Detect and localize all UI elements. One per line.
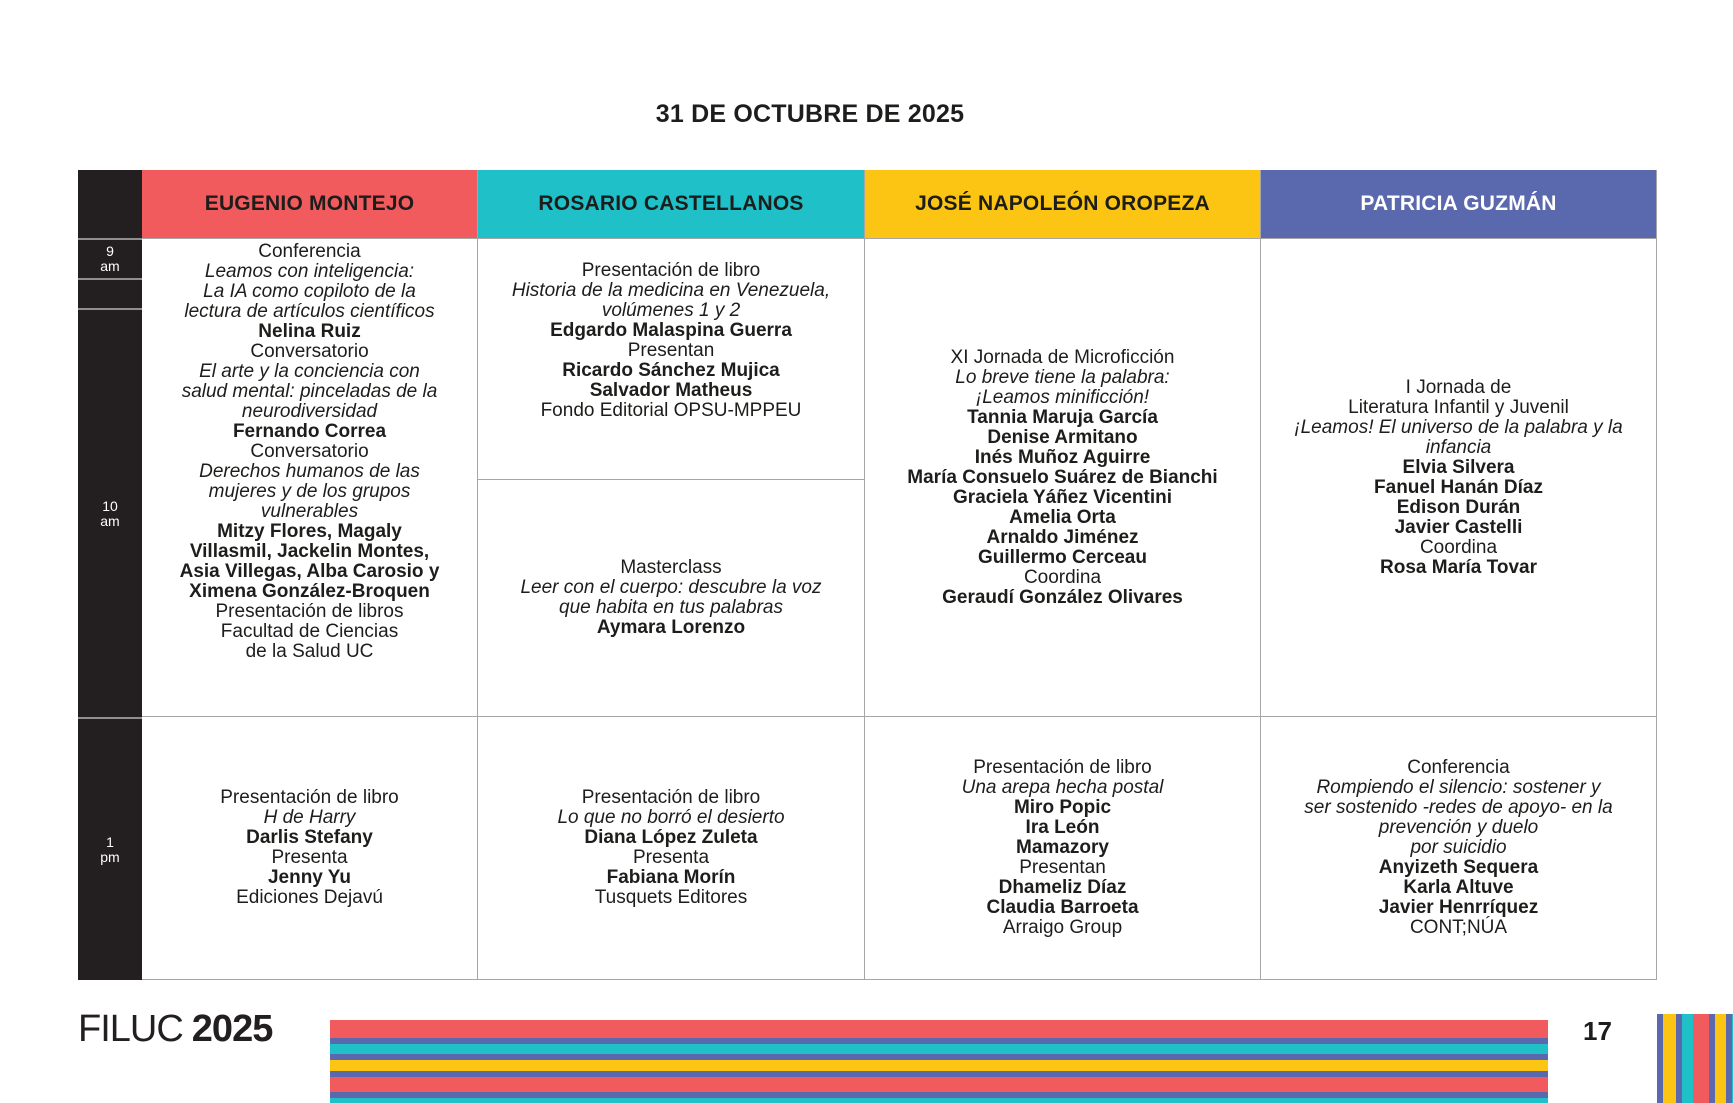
time-hour: 1 xyxy=(106,833,114,850)
event-text-line: Karla Altuve xyxy=(1403,877,1514,898)
brand-year: 2025 xyxy=(191,1008,273,1050)
event-text-line: Edgardo Malaspina Guerra xyxy=(550,320,792,341)
event-text-line: Nelina Ruiz xyxy=(258,321,361,342)
event-text-line: Presentan xyxy=(627,340,715,361)
teal-stripe xyxy=(1682,1014,1693,1103)
event-text-line: Presentación de libro xyxy=(973,757,1152,778)
event-text-line: Arraigo Group xyxy=(1002,917,1123,938)
red-stripe xyxy=(330,1020,1548,1038)
event-text-line: ser sostenido -redes de apoyo- en la xyxy=(1304,797,1613,818)
event-text-line: Fondo Editorial OPSU-MPPEU xyxy=(540,400,802,421)
event-text-line: Jenny Yu xyxy=(267,867,352,888)
event-text-line: Diana López Zuleta xyxy=(584,827,758,848)
event-text-line: Dhameliz Díaz xyxy=(998,877,1127,898)
column-header-jose-napoleon-oropeza: JOSÉ NAPOLEÓN OROPEZA xyxy=(865,170,1260,238)
time-column-spacer xyxy=(78,278,142,308)
event-text-line: Lo que no borró el desierto xyxy=(557,807,785,828)
event-text-line: prevención y duelo xyxy=(1378,817,1539,838)
event-text-line: Rosa María Tovar xyxy=(1380,556,1537,578)
event-text-line: Conversatorio xyxy=(250,441,369,462)
time-slot-9am xyxy=(78,238,142,278)
event-text-line: Leamos con inteligencia: xyxy=(204,261,415,282)
event-text-line: ¡Leamos minificción! xyxy=(975,386,1150,408)
red-stripe xyxy=(1693,1014,1709,1103)
red-stripe xyxy=(330,1077,1548,1092)
event-text-line: que habita en tus palabras xyxy=(559,597,783,618)
event-text-line: Arnaldo Jiménez xyxy=(986,526,1139,548)
event-text-line: Conferencia xyxy=(1407,757,1510,778)
event-text-line: Miro Popic xyxy=(1013,797,1112,818)
event-text-line: XI Jornada de Microficción xyxy=(950,346,1175,368)
event-text-line: Presenta xyxy=(271,847,348,868)
event-text-line: Presentación de libro xyxy=(581,787,761,808)
event-text-line: Historia de la medicina en Venezuela, xyxy=(511,280,831,301)
event-text-line: Denise Armitano xyxy=(987,426,1138,448)
event-text-line: Anyizeth Sequera xyxy=(1378,857,1539,878)
event-text-line: mujeres y de los grupos xyxy=(208,481,411,502)
event-text-line: infancia xyxy=(1425,436,1492,458)
event-text-line: Presentación de libro xyxy=(581,260,761,281)
event-text-line: Leer con el cuerpo: descubre la voz xyxy=(520,577,822,598)
time-hour: 9 xyxy=(106,243,114,259)
event-text-line: Conversatorio xyxy=(250,341,369,362)
event-text-line: Presentación de libros xyxy=(215,601,404,622)
event-text-line: Aymara Lorenzo xyxy=(596,617,746,638)
event-text-line: H de Harry xyxy=(263,807,356,828)
event-text-line: Fernando Correa xyxy=(232,421,387,442)
event-cell-castellanos-masterclass xyxy=(478,480,864,716)
event-text-line: volúmenes 1 y 2 xyxy=(601,300,741,321)
event-cell-guzman-1pm xyxy=(1261,717,1656,979)
event-text-line: Coordina xyxy=(1419,536,1498,558)
event-text-line: vulnerables xyxy=(260,501,359,522)
time-period: am xyxy=(100,512,120,529)
event-text-line: María Consuelo Suárez de Bianchi xyxy=(907,466,1218,488)
event-text-line: Fanuel Hanán Díaz xyxy=(1374,476,1543,498)
event-text-line: Mitzy Flores, Magaly xyxy=(217,521,402,542)
page-title: 31 DE OCTUBRE DE 2025 xyxy=(655,100,965,128)
event-text-line: Rompiendo el silencio: sostener y xyxy=(1316,777,1601,798)
event-text-line: Ximena González-Broquen xyxy=(189,581,430,602)
event-text-line: Ricardo Sánchez Mujica xyxy=(562,360,780,381)
event-text-line: Literatura Infantil y Juvenil xyxy=(1348,396,1569,418)
event-text-line: Graciela Yáñez Vicentini xyxy=(953,486,1172,508)
event-text-line: Ira León xyxy=(1025,817,1100,838)
event-text-line: Elvia Silvera xyxy=(1402,456,1515,478)
yellow-stripe xyxy=(1715,1014,1726,1103)
event-text-line: Fabiana Morín xyxy=(606,867,736,888)
column-header-patricia-guzman: PATRICIA GUZMÁN xyxy=(1261,170,1656,238)
schedule-table xyxy=(142,170,1657,980)
time-slot-10am xyxy=(78,308,142,717)
brand-logo xyxy=(78,1008,272,1051)
event-text-line: Claudia Barroeta xyxy=(986,897,1139,918)
event-text-line: Presentación de libro xyxy=(220,787,399,808)
event-text-line: Darlis Stefany xyxy=(246,827,373,848)
event-text-line: La IA como copiloto de la xyxy=(203,281,416,302)
event-cell-guzman-morning xyxy=(1261,239,1656,716)
event-text-line: lectura de artículos científicos xyxy=(184,301,435,322)
event-text-line: Asia Villegas, Alba Carosio y xyxy=(179,561,440,582)
event-text-line: Inés Muñoz Aguirre xyxy=(974,446,1151,468)
event-text-line: I Jornada de xyxy=(1405,376,1512,398)
event-text-line: Lo breve tiene la palabra: xyxy=(955,366,1170,388)
event-cell-castellanos-1pm xyxy=(478,717,864,979)
yellow-stripe xyxy=(1663,1014,1676,1103)
event-text-line: Presenta xyxy=(632,847,710,868)
event-text-line: Derechos humanos de las xyxy=(199,461,420,482)
event-text-line: Facultad de Ciencias xyxy=(220,621,399,642)
event-text-line: Amelia Orta xyxy=(1009,506,1116,528)
time-slot-1pm xyxy=(78,717,142,980)
event-text-line: Una arepa hecha postal xyxy=(961,777,1164,798)
event-cell-oropeza-morning xyxy=(865,239,1260,716)
event-text-line: Salvador Matheus xyxy=(589,380,753,401)
brand-name: FILUC xyxy=(78,1008,183,1050)
teal-stripe xyxy=(330,1044,1548,1054)
event-cell-montejo-1pm xyxy=(142,717,477,979)
event-text-line: CONT;NÚA xyxy=(1409,917,1508,938)
event-text-line: neurodiversidad xyxy=(241,401,378,422)
event-text-line: de la Salud UC xyxy=(245,641,374,662)
time-column-header-spacer xyxy=(78,170,142,238)
event-cell-montejo-morning xyxy=(142,239,477,716)
event-text-line: Javier Henrríquez xyxy=(1378,897,1539,918)
event-text-line: Ediciones Dejavú xyxy=(236,887,383,908)
event-cell-castellanos-9am xyxy=(478,239,864,479)
event-text-line: Masterclass xyxy=(620,557,722,578)
event-text-line: Mamazory xyxy=(1016,837,1109,858)
event-text-line: El arte y la conciencia con xyxy=(199,361,420,382)
event-text-line: Presentan xyxy=(1019,857,1106,878)
column-header-eugenio-montejo: EUGENIO MONTEJO xyxy=(142,170,477,238)
yellow-stripe xyxy=(330,1060,1548,1071)
event-text-line: Villasmil, Jackelin Montes, xyxy=(189,541,430,562)
event-cell-oropeza-1pm xyxy=(865,717,1260,979)
teal-stripe xyxy=(330,1098,1548,1103)
event-text-line: Tusquets Editores xyxy=(594,887,748,908)
event-text-line: Javier Castelli xyxy=(1394,516,1523,538)
time-hour: 10 xyxy=(102,497,118,514)
event-text-line: Tannia Maruja García xyxy=(967,406,1158,428)
page-number: 17 xyxy=(1583,1016,1612,1046)
column-header-rosario-castellanos: ROSARIO CASTELLANOS xyxy=(478,170,864,238)
event-text-line: Conferencia xyxy=(258,241,361,262)
event-text-line: Edison Durán xyxy=(1396,496,1521,518)
event-text-line: ¡Leamos! El universo de la palabra y la xyxy=(1294,416,1623,438)
footer-stripes-horizontal xyxy=(330,1020,1548,1103)
time-period: pm xyxy=(100,848,120,865)
time-column xyxy=(78,170,142,980)
time-period: am xyxy=(100,258,120,274)
event-text-line: Guillermo Cerceau xyxy=(978,546,1147,568)
event-text-line: Geraudí González Olivares xyxy=(942,586,1183,608)
event-text-line: por suicidio xyxy=(1410,837,1507,858)
event-text-line: salud mental: pinceladas de la xyxy=(181,381,438,402)
footer-stripes-vertical xyxy=(1657,1014,1733,1103)
event-text-line: Coordina xyxy=(1023,566,1102,588)
